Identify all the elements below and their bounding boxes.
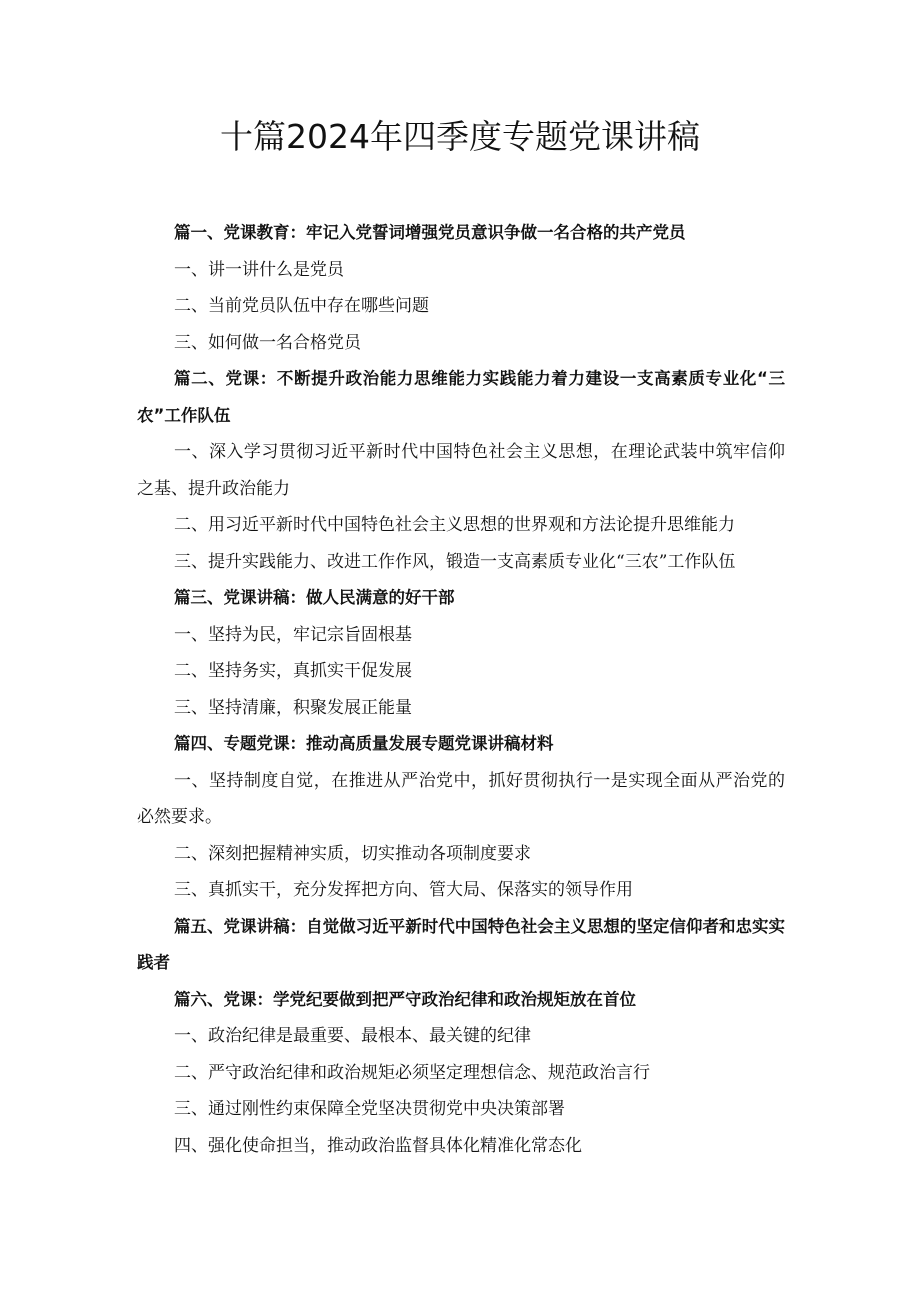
- document-title: 十篇2024年四季度专题党课讲稿: [220, 117, 700, 156]
- section-item: 二、当前党员队伍中存在哪些问题: [174, 296, 429, 316]
- section-heading: 篇四、专题党课：推动高质量发展专题党课讲稿材料: [174, 734, 554, 753]
- document-body: [137, 215, 785, 1164]
- section-heading: 篇五、党课讲稿：自觉做习近平新时代中国特色社会主义思想的坚定信仰者和忠实实践者: [137, 916, 785, 972]
- section-item: 三、提升实践能力、改进工作作风，锻造一支高素质专业化“三农”工作队伍: [174, 551, 736, 572]
- section-item: 一、坚持为民，牢记宗旨固根基: [174, 624, 412, 645]
- section-item: 一、深入学习贯彻习近平新时代中国特色社会主义思想，在理论武装中筑牢信仰之基、提升政治能力: [137, 442, 785, 499]
- section-item: 二、坚持务实，真抓实干促发展: [174, 661, 412, 681]
- section-item: 三、通过刚性约束保障全党坚决贯彻党中央决策部署: [174, 1099, 565, 1119]
- section-item: 一、讲一讲什么是党员: [174, 259, 344, 280]
- section-heading: 篇三、党课讲稿：做人民满意的好干部: [174, 588, 455, 607]
- section-item: 三、坚持清廉，积聚发展正能量: [174, 697, 412, 718]
- section-heading: 篇六、党课：学党纪要做到把严守政治纪律和政治规矩放在首位: [174, 989, 636, 1009]
- section-item: 三、真抓实干，充分发挥把方向、管大局、保落实的领导作用: [174, 880, 633, 900]
- section-item: 一、政治纪律是最重要、最根本、最关键的纪律: [174, 1026, 531, 1046]
- section-item: 一、坚持制度自觉，在推进从严治党中，抓好贯彻执行一是实现全面从严治党的必然要求。: [137, 770, 785, 827]
- section-item: 三、如何做一名合格党员: [174, 332, 361, 353]
- section-heading: 篇一、党课教育：牢记入党誓词增强党员意识争做一名合格的共产党员: [174, 223, 686, 242]
- section-item: 四、强化使命担当，推动政治监督具体化精准化常态化: [174, 1135, 582, 1156]
- section-item: 二、严守政治纪律和政治规矩必须坚定理想信念、规范政治言行: [174, 1062, 650, 1083]
- section-item: 二、深刻把握精神实质，切实推动各项制度要求: [174, 843, 531, 864]
- section-heading: 篇二、党课：不断提升政治能力思维能力实践能力着力建设一支高素质专业化“三农”工作队伍: [137, 369, 785, 425]
- section-item: 二、用习近平新时代中国特色社会主义思想的世界观和方法论提升思维能力: [174, 515, 735, 535]
